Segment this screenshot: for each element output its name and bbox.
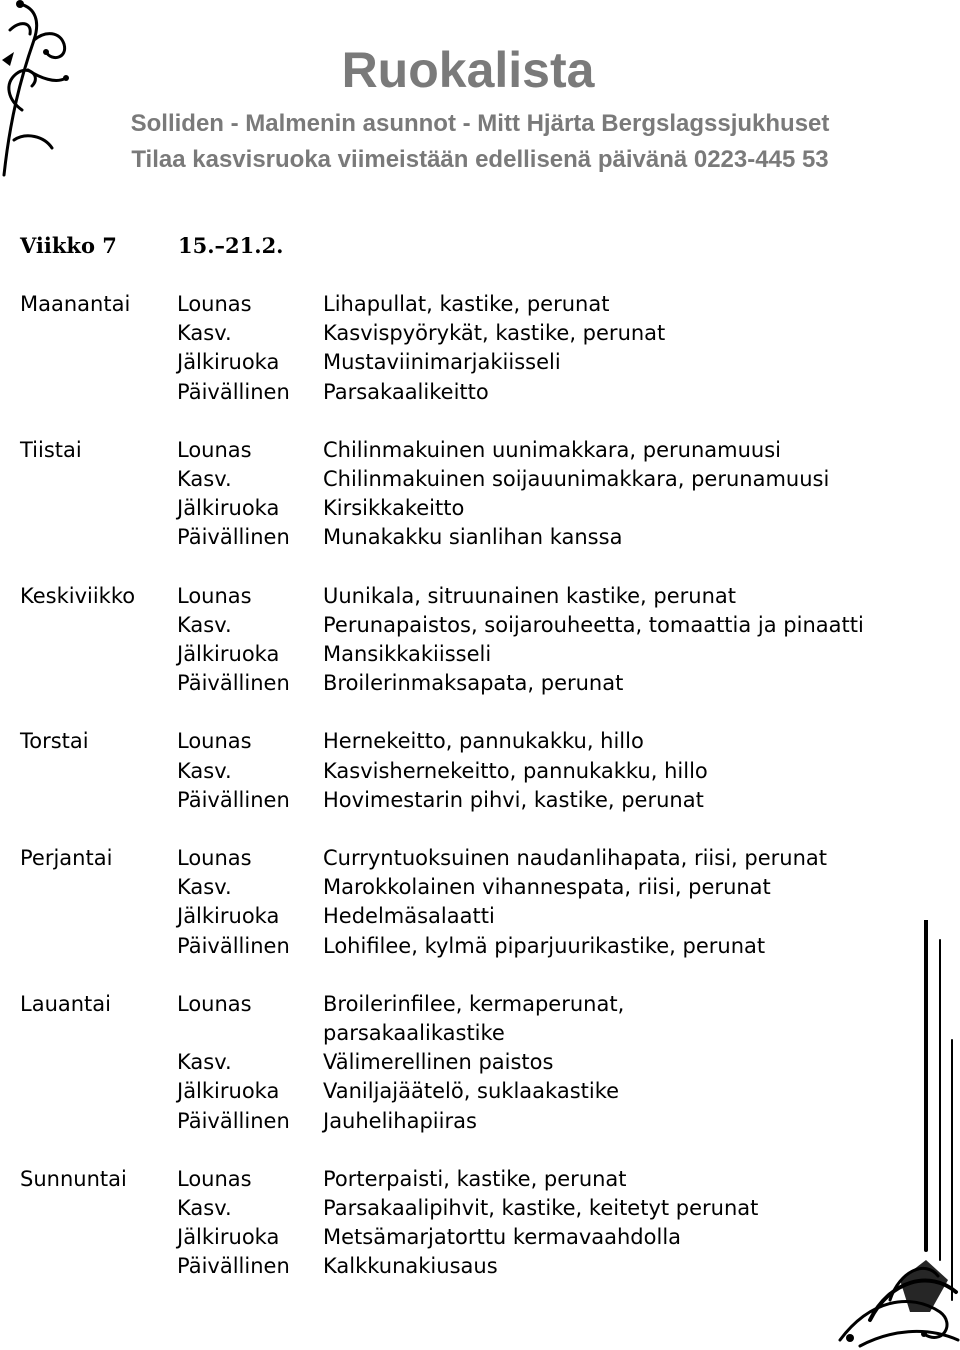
day-name: Perjantai (20, 846, 113, 871)
meal-dish: Broilerinmaksapata, perunat (323, 671, 624, 696)
meal-row (20, 582, 950, 611)
day-name: Maanantai (20, 292, 131, 316)
meal-dish: Kalkkunakiusaus (323, 1254, 498, 1279)
meal-row (20, 1107, 950, 1136)
meal-row (20, 611, 950, 640)
meal-row (20, 786, 950, 815)
subtitle-location: Solliden - Malmenin asunnot - Mitt Hjärta Bergslagssjukhuset (130, 110, 830, 137)
day-block-monday (20, 290, 950, 407)
meal-type: Päivällinen (177, 671, 290, 696)
meal-row (20, 844, 950, 873)
meal-row (20, 494, 950, 523)
subtitle-order-note: Tilaa kasvisruoka viimeistään edellisenä päivänä 0223-445 53 (131, 146, 829, 173)
menu-list (20, 290, 950, 1311)
meal-type: Päivällinen (177, 933, 290, 958)
meal-row (20, 378, 950, 407)
meal-dish: Jauhelihapiiras (323, 1108, 477, 1133)
meal-dish: Porterpaisti, kastike, perunat (323, 1166, 627, 1191)
meal-dish: Metsämarjatorttu kermavaahdolla (323, 1225, 682, 1250)
meal-type: Jälkiruoka (177, 642, 280, 667)
meal-dish: Perunapaistos, soijarouheetta, tomaattia ja pinaatti (323, 612, 864, 637)
meal-dish: Hovimestarin pihvi, kastike, perunat (323, 787, 704, 812)
meal-row (20, 436, 950, 465)
meal-row (20, 1252, 950, 1281)
meal-type: Päivällinen (177, 379, 290, 404)
meal-row (20, 348, 950, 377)
meal-type: Jälkiruoka (177, 1225, 280, 1250)
day-block-sunday (20, 1165, 950, 1282)
meal-dish: Chilinmakuinen soijauunimakkara, perunamuusi (323, 467, 830, 492)
meal-row (20, 990, 950, 1019)
meal-type: Lounas (177, 846, 252, 871)
meal-dish: Lohifilee, kylmä piparjuurikastike, perunat (323, 933, 766, 958)
day-block-thursday (20, 727, 950, 815)
week-heading (20, 233, 284, 258)
meal-row (20, 1048, 950, 1077)
meal-dish: Marokkolainen vihannespata, riisi, perunat (323, 875, 771, 900)
meal-type: Kasv. (177, 612, 232, 637)
page-title: Ruokalista (341, 42, 595, 98)
meal-type: Jälkiruoka (177, 350, 280, 375)
meal-dish: Mustaviinimarjakiisseli (323, 350, 561, 375)
day-name: Torstai (20, 729, 89, 754)
meal-type: Kasv. (177, 1050, 232, 1075)
week-date-range: 15.–21.2. (178, 233, 284, 258)
meal-type: Kasv. (177, 758, 232, 783)
day-block-wednesday (20, 582, 950, 699)
meal-row (20, 669, 950, 698)
meal-dish: Uunikala, sitruunainen kastike, perunat (323, 583, 736, 608)
meal-row (20, 290, 950, 319)
meal-dish: Parsakaalipihvit, kastike, keitetyt perunat (323, 1196, 759, 1221)
meal-type: Jälkiruoka (177, 904, 280, 929)
meal-type: Päivällinen (177, 525, 290, 550)
meal-type: Kasv. (177, 1196, 232, 1221)
meal-dish: Broilerinfilee, kermaperunat, (323, 991, 625, 1016)
meal-type: Lounas (177, 729, 252, 754)
meal-type: Jälkiruoka (177, 1079, 280, 1104)
meal-row (20, 1077, 950, 1106)
meal-type: Kasv. (177, 875, 232, 900)
meal-type: Lounas (177, 292, 252, 316)
meal-row-continued (20, 1019, 950, 1048)
meal-type: Päivällinen (177, 1108, 290, 1133)
meal-type: Lounas (177, 437, 252, 462)
meal-dish: Mansikkakiisseli (323, 642, 492, 667)
meal-dish: Hedelmäsalaatti (323, 904, 495, 929)
meal-type: Lounas (177, 1166, 252, 1191)
meal-dish: Kasvishernekeitto, pannukakku, hillo (323, 758, 708, 783)
meal-type: Kasv. (177, 321, 232, 346)
day-name: Sunnuntai (20, 1166, 127, 1191)
meal-row (20, 1194, 950, 1223)
meal-dish: Lihapullat, kastike, perunat (323, 292, 610, 316)
meal-dish: Kirsikkakeitto (323, 496, 465, 521)
meal-row (20, 902, 950, 931)
meal-row (20, 465, 950, 494)
day-block-saturday (20, 990, 950, 1136)
meal-row (20, 640, 950, 669)
day-name: Keskiviikko (20, 583, 136, 608)
meal-row (20, 932, 950, 961)
day-name: Lauantai (20, 991, 111, 1016)
meal-dish: Munakakku sianlihan kanssa (323, 525, 623, 550)
meal-type: Päivällinen (177, 787, 290, 812)
meal-type: Päivällinen (177, 1254, 290, 1279)
meal-type: Jälkiruoka (177, 496, 280, 521)
meal-dish: Curryntuoksuinen naudanlihapata, riisi, perunat (323, 846, 827, 871)
meal-row (20, 319, 950, 348)
meal-dish: Parsakaalikeitto (323, 379, 489, 404)
meal-dish-continued: parsakaalikastike (323, 1021, 505, 1046)
meal-dish: Kasvispyörykät, kastike, perunat (323, 321, 666, 346)
week-label: Viikko 7 (20, 233, 117, 258)
meal-row (20, 523, 950, 552)
meal-dish: Vaniljajäätelö, suklaakastike (323, 1079, 620, 1104)
meal-type: Lounas (177, 991, 252, 1016)
meal-dish: Chilinmakuinen uunimakkara, perunamuusi (323, 437, 781, 462)
day-block-tuesday (20, 436, 950, 553)
meal-dish: Hernekeitto, pannukakku, hillo (323, 729, 644, 754)
meal-dish: Välimerellinen paistos (323, 1050, 554, 1075)
meal-row (20, 1223, 950, 1252)
meal-type: Lounas (177, 583, 252, 608)
meal-row (20, 757, 950, 786)
meal-row (20, 873, 950, 902)
day-block-friday (20, 844, 950, 961)
meal-row (20, 727, 950, 756)
meal-type: Kasv. (177, 467, 232, 492)
meal-row (20, 1165, 950, 1194)
day-name: Tiistai (20, 437, 82, 462)
